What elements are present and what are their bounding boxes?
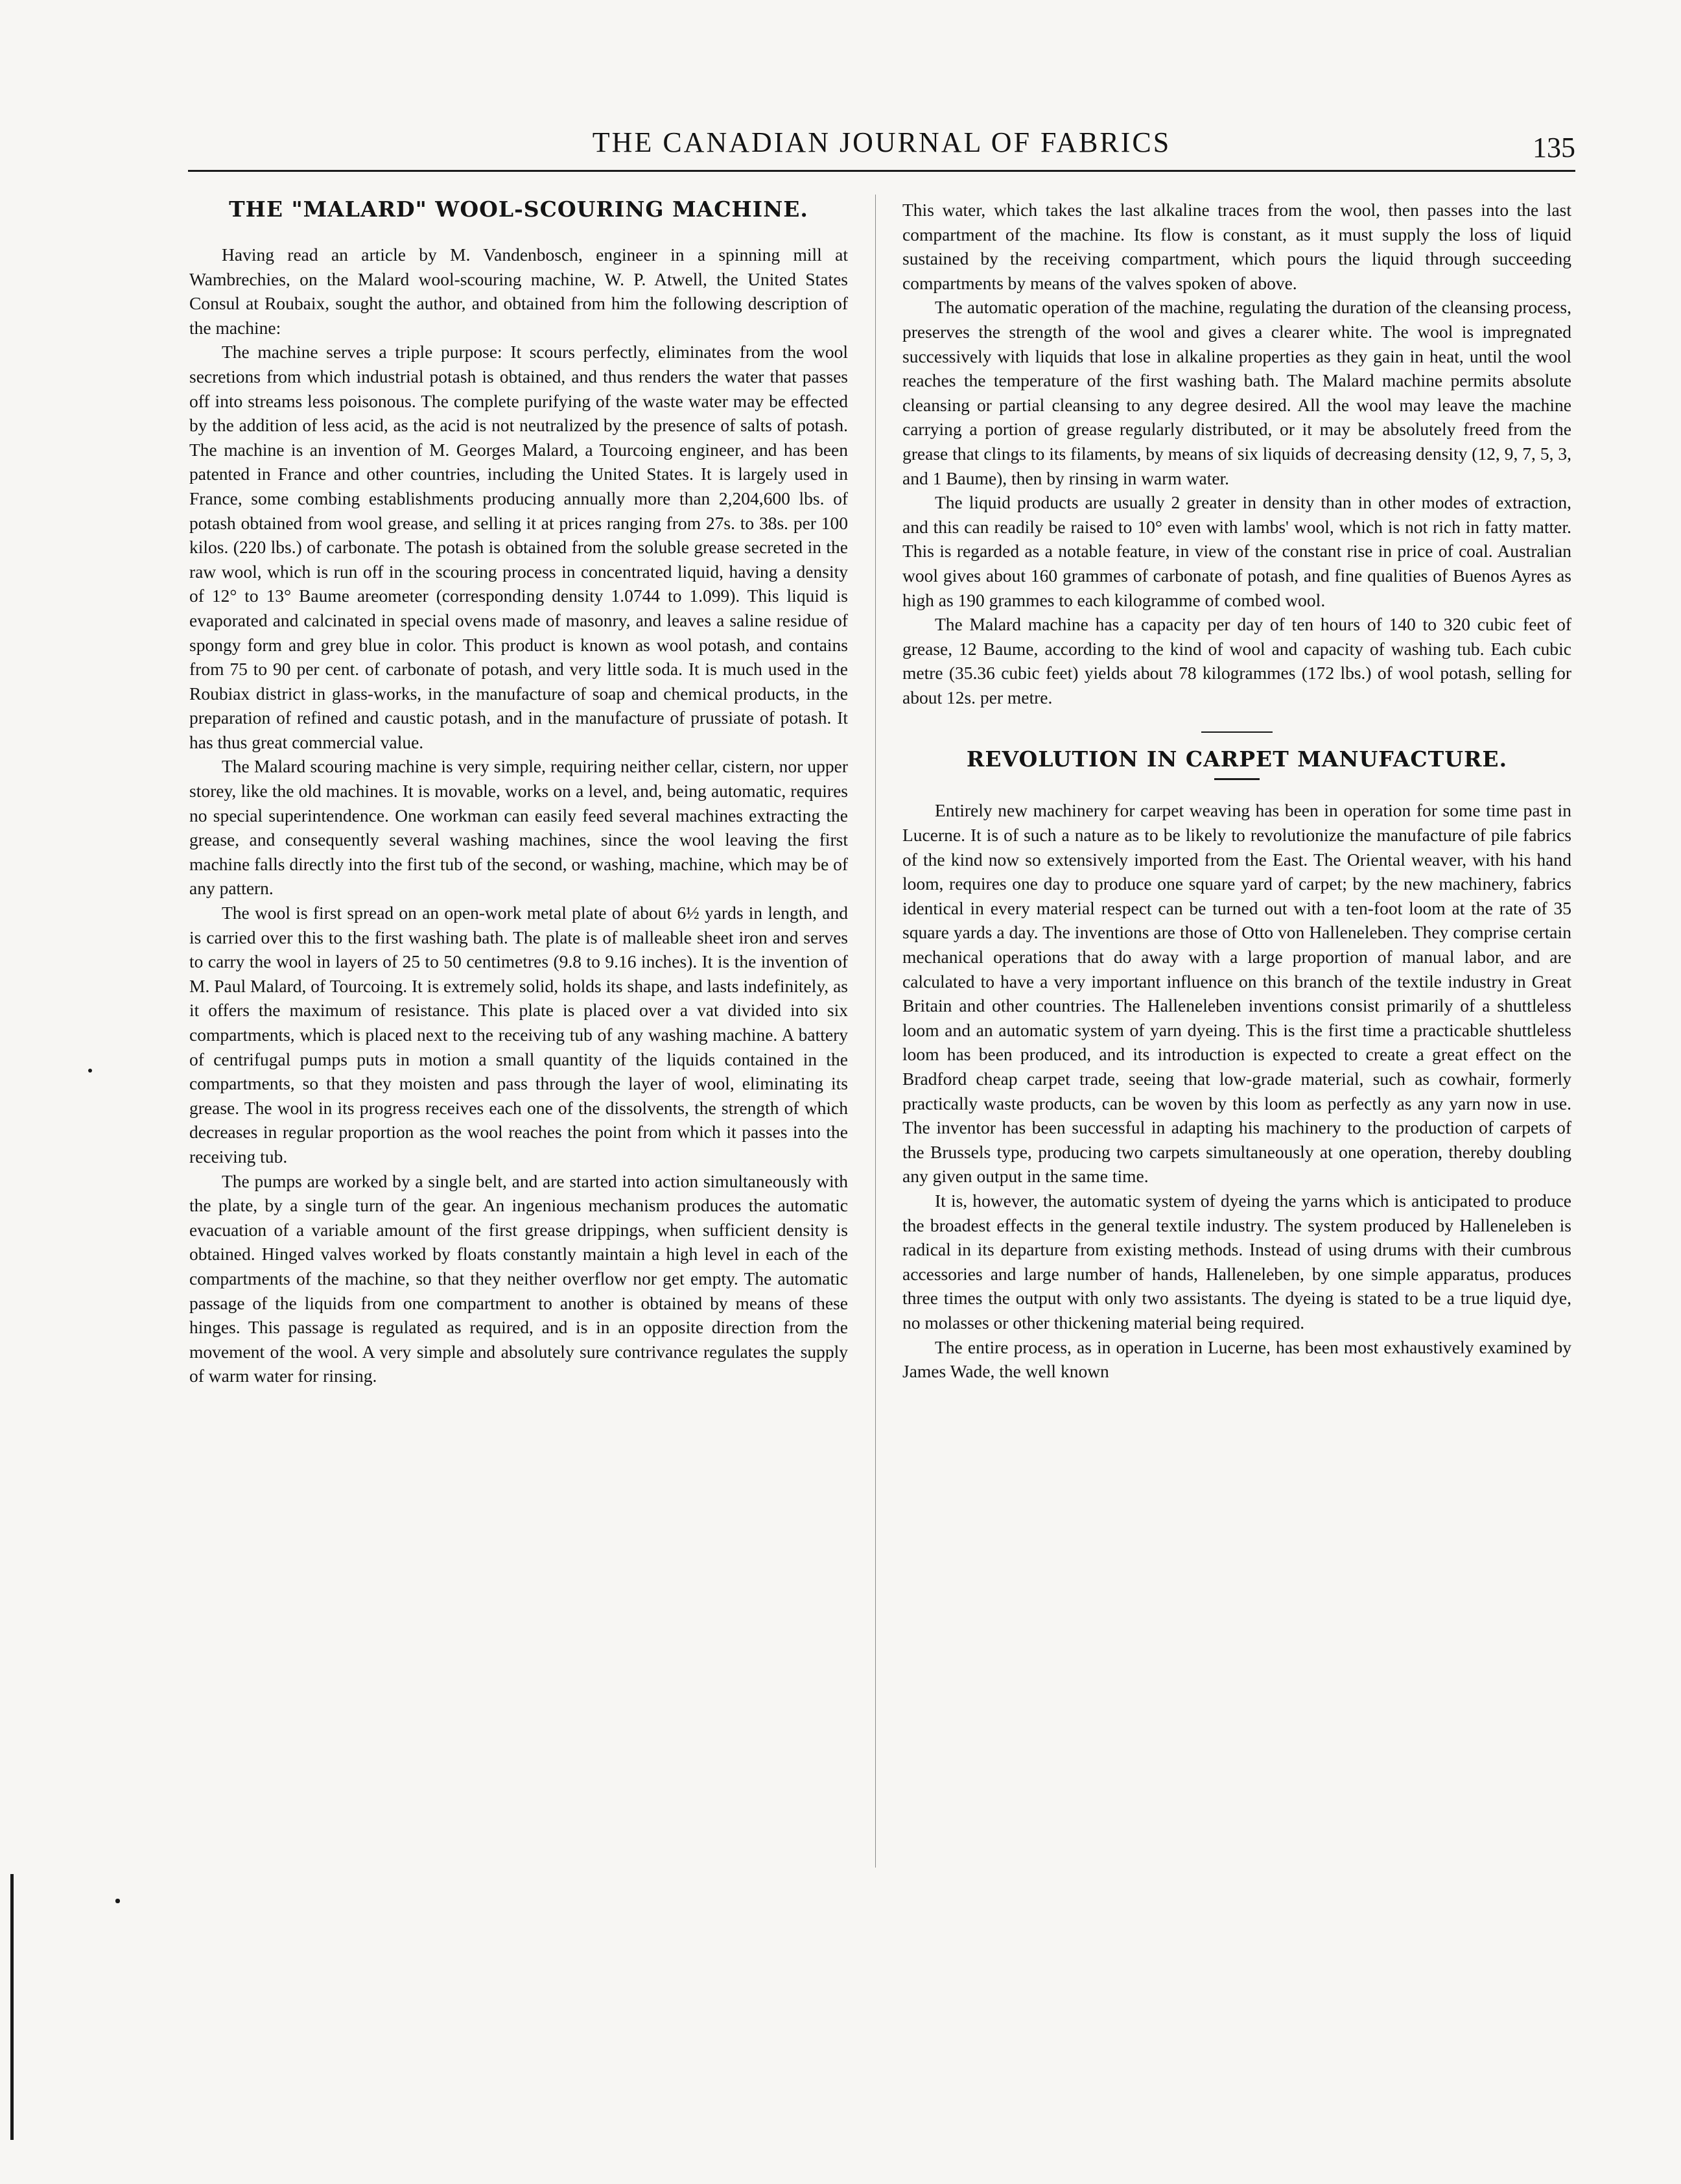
paragraph: The Malard scouring machine is very simple, requiring neither cellar, cistern, nor upper storey, like the old machines. It is movable, works on a level, and, being automatic, requires no special superintendence. One workman can easily feed several machines extracting the grease, and consequently several washing machines, since the wool leaving the first machine falls directly into the first tub of the second, or washing, machine, which may be of any pattern. [189,756,848,899]
paragraph: Entirely new machinery for carpet weaving has been in operation for some time past in Lucerne. It is of such a nature as to be likely to revolutionize the manufacture of pile fabrics of the kind now so extensively imported from the East. The Oriental weaver, with his hand loom, requires one day to produce one square yard of carpet; by the new machinery, fabrics identical in every material respect can be turned out with a ten-foot loom at the rate of 35 square yards a day. The inventions are those of Otto von Halleneleben. They comprise certain mechanical operations that do away with a large proportion of manual labor, and are calculated to have a very important influence on this branch of the textile industry in Great Britain and other countries. The Halleneleben inventions consist primarily of a shuttleless loom and an automatic system of yarn dyeing. This is the first time a practicable shuttleless loom has been produced, and its introduction is expected to create a great effect on the Bradford cheap carpet trade, seeing that low-grade material, such as cowhair, formerly practically waste products, can be woven by this loom as perfectly as any yarn now in use. The inventor has been successful in adapting his machinery to the production of carpets of the Brussels type, producing two carpets simultaneously at one operation, thereby doubling any given output in the same time. [902,800,1571,1187]
paragraph: The automatic operation of the machine, regulating the duration of the cleansing process, preserves the strength of the wool and gives a clearer white. The wool is impregnated successively with liquids that lose in alkaline properties as they gain in heat, until the wool reaches the temperature of the first washing bath. The Malard machine permits absolute cleansing or partial cleansing to any degree desired. All the wool may leave the machine carrying a portion of grease regularly distributed, or it may be absolutely freed from the grease that clings to its filaments, by means of six liquids of decreasing density (12, 9, 7, 5, 3, and 1 Baume), then by rinsing in warm water. [902,297,1571,488]
title-underline [1214,778,1260,780]
paragraph: The Malard machine has a capacity per day of ten hours of 140 to 320 cubic feet of grease, 12 Baume, according to the kind of wool and capacity of washing tub. Each cubic metre (35.36 cubic feet) yields about 78 kilogrammes (172 lbs.) of wool potash, selling for about 12s. per metre. [902,614,1571,707]
paragraph: The liquid products are usually 2 greater in density than in other modes of extraction, and this can readily be raised to 10° even with lambs' wool, which is not rich in fatty matter. This is regarded as a notable feature, in view of the constant rise in price of coal. Australian wool gives about 160 grammes of carbonate of potash, and fine qualities of Buenos Ayres as high as 190 grammes to each kilogramme of combed wool. [902,492,1571,610]
article-separator [1201,731,1273,733]
paragraph: Having read an article by M. Vandenbosch, engineer in a spinning mill at Wambrechies, on the Malard wool-scouring machine, W. P. Atwell, the United States Consul at Roubaix, sought the author, and obtained from him the following description of the machine: [189,244,848,338]
scan-edge-mark [10,1874,14,2140]
margin-speck [88,1069,92,1073]
left-column [189,195,848,1388]
article-title-malard: THE "MALARD" WOOL-SCOURING MACHINE. [229,196,808,222]
running-head [188,123,1575,169]
column-divider [875,195,876,1868]
paragraph: The pumps are worked by a single belt, and are started into action simultaneously with the plate, by a single turn of the gear. An ingenious mechanism produces the automatic evacuation of a variable amount of the first grease drippings, when sufficient density is obtained. Hinged valves worked by floats constantly maintain a high level in each of the compartments of the machine, so that they neither overflow nor get empty. The automatic passage of the liquids from one compartment to another is obtained by means of these hinges. This passage is regulated as required, and is in an opposite direction from the movement of the wool. A very simple and absolutely sure contrivance regulates the supply of warm water for rinsing. [189,1170,848,1386]
paragraph: It is, however, the automatic system of dyeing the yarns which is anticipated to produce the broadest effects in the general textile industry. The system produced by Halleneleben is radical in its departure from existing methods. Instead of using drums with their cumbrous accessories and large number of hands, Halleneleben, by one simple apparatus, produces three times the output with only two assistants. The dyeing is stated to be a true liquid dye, no molasses or other thickening material being required. [902,1190,1571,1333]
paragraph: The entire process, as in operation in Lucerne, has been most exhaustively examined by James Wade, the well known [902,1336,1571,1382]
right-column [902,198,1571,1384]
article-title-carpet: REVOLUTION IN CARPET MANUFACTURE. [966,746,1508,772]
journal-title: THE CANADIAN JOURNAL OF FABRICS [592,126,1171,158]
paragraph: The wool is first spread on an open-work metal plate of about 6½ yards in length, and is carried over this to the first washing bath. The plate is of malleable sheet iron and serves to carry the wool in layers of 25 to 50 centimetres (9.8 to 9.16 inches). It is the invention of M. Paul Malard, of Tourcoing. It is extremely solid, holds its shape, and lasts indefinitely, as it offers the maximum of resistance. This plate is placed over a vat divided into six compartments, which is placed next to the receiving tub of any washing machine. A battery of centrifugal pumps puts in motion a small quantity of the liquids contained in the compartments, so that they moisten and pass through the layer of wool, eliminating its grease. The wool in its progress receives each one of the dissolvents, the strength of which decreases in regular proportion as the wool reaches the point from which it passes into the receiving tub. [189,903,848,1167]
margin-speck [115,1899,120,1903]
page-number: 135 [1533,132,1575,163]
paragraph-continued: This water, which takes the last alkaline traces from the wool, then passes into the last compartment of the machine. Its flow is constant, as it must supply the loss of liquid sustained by the receiving compartment, which pours the liquid through succeeding compartments by means of the valves spoken of above. [902,200,1571,293]
paragraph: The machine serves a triple purpose: It scours perfectly, eliminates from the wool secretions from which industrial potash is obtained, and thus renders the water that passes off into streams less poisonous. The complete purifying of the waste water may be effected by the addition of less acid, as the acid is not neutralized by the presence of salts of potash. The machine is an invention of M. Georges Malard, a Tourcoing engineer, and has been patented in France and other countries, including the United States. It is largely used in France, some combing establishments producing annually more than 2,204,600 lbs. of potash obtained from wool grease, and selling it at prices ranging from 27s. to 38s. per 100 kilos. (220 lbs.) of carbonate. The potash is obtained from the soluble grease secreted in the raw wool, which is run off in the scouring process in concentrated liquid, having a density of 12° to 13° Baume areometer (corresponding density 1.0744 to 1.099). This liquid is evaporated and calcinated in special ovens made of masonry, and leaves a saline residue of spongy form and grey blue in color. This product is known as wool potash, and contains from 75 to 90 per cent. of carbonate of potash, and very little soda. It is much used in the Roubiax district in glass-works, in the manufacture of soap and chemical products, in the preparation of refined and caustic potash, and in the manufacture of prussiate of potash. It has thus great commercial value. [189,342,848,752]
header-rule [188,170,1575,172]
